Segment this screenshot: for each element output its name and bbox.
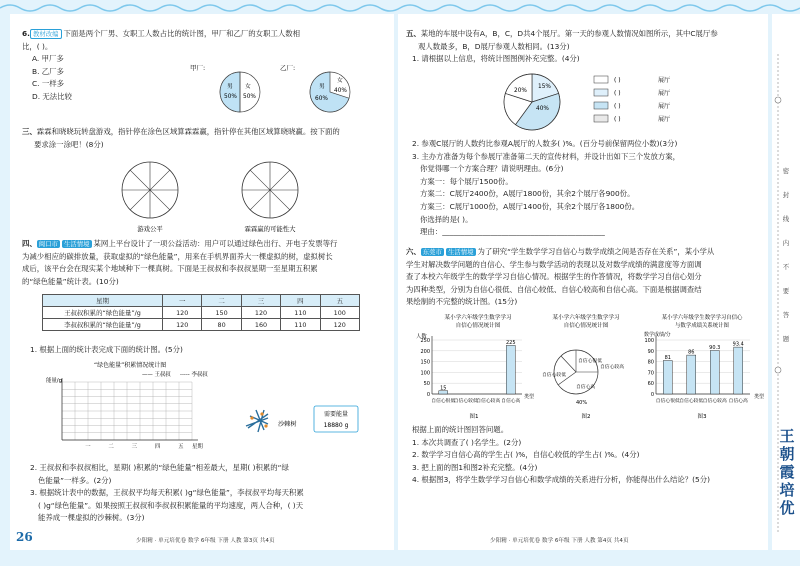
right-page: [398, 14, 768, 550]
brand-logo-char: 朝: [779, 445, 795, 463]
confidence-bar-chart: [414, 312, 534, 422]
page-number: 26: [16, 530, 33, 544]
sidebar-char: 内: [782, 239, 790, 247]
s4-sub2-line2: 色能量”一样多。(2分): [38, 475, 112, 485]
chart1-xtick: 自信心高: [501, 399, 521, 404]
s6-sub4: 4. 根据图3，将学生数学学习自信心和数学成绩的关系进行分析，你能得出什么结论？(5分): [412, 475, 711, 485]
chart3-bar: [734, 347, 743, 394]
chart3-xtick: 自信心较高: [702, 399, 727, 404]
chart1-ytick: 250: [420, 338, 430, 344]
table-header-row: [43, 295, 360, 307]
s5-line2: 观人数最多，B，D展厅参观人数相同。(13分): [418, 41, 570, 51]
table-cell: 80: [202, 319, 241, 331]
energy-xtick: 五: [178, 444, 184, 450]
chart1-xlabel: 类型: [524, 394, 534, 400]
brand-logo-char: 王: [779, 427, 795, 445]
section-4: [22, 238, 386, 288]
chart3-ylabel: 数学成绩/分: [644, 332, 671, 338]
chart3-xtick: 自信心高: [728, 399, 748, 404]
table-cell: 100: [320, 307, 359, 319]
q6-option-a[interactable]: A. 甲厂多: [32, 54, 64, 64]
table-cell: 110: [281, 319, 320, 331]
chart1-ytick: 150: [420, 359, 430, 366]
s4-sub2-line1: 2. 王叔叔和李叔叔相比，星期( )积累的“绿色能量”相差最大，星期( )积累的“绿: [30, 463, 289, 472]
confidence-score-bar-chart: [638, 312, 766, 422]
table-header: 二: [202, 295, 241, 307]
q6-line2: 比，( )。: [22, 41, 53, 51]
pie-pct-20: 20%: [514, 88, 527, 94]
energy-xlabel: 星期: [192, 444, 203, 450]
chart3-ytick: 0: [650, 392, 654, 398]
q6-tag: 教材改编: [30, 29, 62, 39]
q6-option-d[interactable]: D. 无法比较: [32, 91, 72, 101]
energy-xtick: 四: [154, 444, 161, 450]
legend-blank[interactable]: ( ): [614, 77, 621, 84]
energy-xtick: 一: [85, 444, 91, 450]
plan-1: 方案一：每个展厅1500份。: [420, 176, 513, 186]
energy-xtick: 二: [108, 444, 114, 450]
s4-line3: 成后，该平台会在现实某个地域种下一棵真树。下面是王叔叔和李叔叔星期一至星期五积累: [22, 264, 318, 274]
table-header: 三: [241, 295, 280, 307]
sea-buckthorn-illustration: [238, 398, 378, 448]
brand-logo-char: 培: [779, 481, 795, 499]
s6-line2: 学生对解决数学问题的自信心、学生参与数学活动的表现以及对数学成绩的满意度等方面调: [406, 259, 702, 269]
legend-wang: —— 王叔叔: [142, 372, 171, 378]
plan-choice-input[interactable]: 你选择的是( )。: [420, 214, 473, 224]
table-header: 星期: [43, 295, 163, 307]
s4-line1: 某网上平台设计了一项公益活动：用户可以通过绿色出行、开电子发票等行: [93, 239, 338, 248]
chart2-label: 自信心较低: [542, 373, 566, 378]
chart1-bar-high: [506, 345, 515, 394]
s6-tag-city: 东莞市: [422, 248, 442, 256]
table-cell: 150: [202, 307, 241, 319]
table-cell: 120: [163, 307, 202, 319]
section-6: [406, 246, 768, 309]
exhibition-pie-chart: [498, 70, 688, 136]
pie-a-male-pct: 50%: [224, 94, 237, 100]
chart3-bar: [663, 361, 672, 394]
spinner-fair-caption: 游戏公平: [137, 225, 163, 233]
chart3-value-label: 81: [664, 355, 671, 362]
chart3-xtick: 自信心较低: [679, 399, 704, 404]
energy-need-title: 需要能量: [323, 411, 349, 418]
chart2-label: 自信心很低: [578, 359, 602, 364]
s6-line5: 果绘制的不完整的统计图。(15分): [406, 297, 518, 307]
pie-b-label: 乙厂:: [280, 64, 296, 72]
s6-line4: 为四种类型，分别为自信心很低、自信心较低、自信心较高和自信心高。下面是根据调查结: [406, 284, 702, 294]
legend-blank[interactable]: ( ): [614, 90, 621, 97]
chart1-value-label: 15: [440, 385, 447, 392]
s4-tag-city: 闽口市: [38, 240, 58, 248]
chart3-bar: [710, 350, 719, 394]
s5-sub1: 1. 请根据以上信息，将统计图图例补充完整。(4分): [412, 54, 580, 64]
chart3-caption: 图3: [697, 414, 707, 420]
chart3-ytick: 70: [647, 370, 654, 377]
legend-suffix: 展厅: [658, 103, 671, 110]
plan-3: 方案三：C展厅1000份，A展厅1400份，其余2个展厅各1800份。: [420, 201, 640, 211]
pie-a-label: 甲厂:: [190, 64, 206, 72]
table-cell: 120: [163, 319, 202, 331]
right-footer: 少阳精 · 单元培优卷 数学 6年级 下册 人教 第4页 共4页: [490, 538, 629, 544]
chart3-title1: 某小学六年级学生数学学习自信心: [661, 315, 743, 321]
s4-sub2: [30, 462, 386, 525]
chart1-ytick: 200: [420, 348, 430, 355]
pie-a-male-slice: [220, 72, 240, 112]
table-cell: 120: [320, 319, 359, 331]
energy-chart-title: “绿色能量”积累情况统计图: [94, 362, 167, 369]
brand-logo-char: 优: [779, 499, 795, 517]
left-footer: 少阳精 · 单元培优卷 数学 6年级 下册 人教 第3页 共4页: [136, 538, 275, 544]
s3-number: 三、: [22, 127, 37, 136]
sidebar-char: 封: [782, 191, 790, 199]
chart2-pct: 40%: [576, 400, 588, 406]
s4-line4: 的“绿色能量”统计表。(10分): [22, 276, 119, 286]
q6-pie-charts: [180, 56, 380, 126]
s6-questions: [412, 424, 766, 487]
chart1-value-label: 225: [505, 339, 516, 346]
spinner-unfair-caption: 霖霖赢的可能性大: [244, 225, 296, 233]
green-energy-table: [42, 294, 360, 331]
legend-li: ----- 李叔叔: [180, 372, 208, 378]
table-cell: 160: [241, 319, 280, 331]
reason-label: 理由：: [420, 227, 443, 237]
left-page: [10, 14, 394, 550]
pie-a-female-label: 女: [245, 84, 251, 90]
table-row: [43, 307, 360, 319]
s5-sub2: 2. 参观C展厅的人数约比参观A展厅的人数多( )%。(百分号前保留两位小数)(3分): [412, 139, 678, 148]
s4-number: 四、: [22, 239, 37, 248]
table-cell: 120: [241, 307, 280, 319]
pie-a-male-label: 男: [227, 84, 233, 90]
s5-questions: [412, 138, 766, 239]
brand-logo-char: 霞: [779, 463, 795, 481]
chart2-caption: 图2: [581, 414, 591, 420]
q6-option-c[interactable]: C. 一样多: [32, 79, 65, 89]
sidebar-char: 密: [782, 167, 790, 175]
table-header: 四: [281, 295, 320, 307]
energy-xtick: 三: [131, 444, 138, 450]
chart3-bar: [687, 355, 696, 394]
q6-number: 6.: [22, 29, 30, 38]
binding-sidebar: [772, 14, 800, 550]
sidebar-char: 答: [782, 311, 790, 319]
section-3: [22, 126, 384, 151]
sidebar-char: 题: [782, 335, 790, 343]
chart1-xtick: 自信心较高: [476, 399, 501, 404]
chart3-value-label: 86: [688, 349, 695, 356]
chart1-ylabel: 人数: [416, 334, 427, 340]
tree-label: 沙棘树: [278, 421, 297, 428]
s4-sub3-line1: 3. 根据统计表中的数据，王叔叔平均每天积累( )g“绿色能量”，李叔叔平均每天积累: [30, 488, 304, 498]
chart3-xlabel: 类型: [754, 394, 765, 400]
chart1-caption: 图1: [469, 414, 479, 420]
pie-b-male-label: 男: [319, 84, 325, 90]
chart1-xtick: 自信心较低: [453, 399, 478, 404]
chart2-title2: 自信心情况统计图: [563, 323, 609, 329]
chart3-ytick: 90: [647, 348, 654, 355]
pie-a-female-pct: 50%: [243, 94, 256, 100]
spinner-fair[interactable]: [122, 162, 178, 218]
s5-line1: 某地的车展中设有A，B，C，D共4个展厅。第一天的参观人数情况如图所示，其中C展厅参: [420, 29, 718, 38]
sidebar-char: 要: [782, 287, 790, 295]
table-row: [43, 319, 360, 331]
s6-tag-context: 生活情境: [447, 248, 474, 256]
s6-number: 六、: [406, 247, 421, 256]
spinner-wheels: [110, 156, 330, 236]
chart3-xtick: 自信心很低: [655, 399, 680, 404]
chart3-title2: 与数学成绩关系统计图: [675, 323, 729, 329]
s6-after: 根据上面的统计图回答问题。: [412, 425, 509, 434]
chart1-title2: 自信心情况统计图: [455, 323, 501, 329]
chart1-ytick: 100: [420, 370, 430, 377]
energy-ylabel: 能量/g: [46, 378, 63, 384]
q6-option-b[interactable]: B. 乙厂多: [32, 66, 64, 76]
pie-b-female-pct: 40%: [334, 88, 347, 94]
plan-2: 方案二：C展厅2400份，A展厅1800份，其余2个展厅各900份。: [420, 189, 635, 199]
pie-pct-15: 15%: [538, 84, 551, 90]
s3-line2: 要求涂一涂吧！(8分): [34, 139, 104, 149]
chart3-value-label: 93.4: [732, 341, 744, 348]
chart2-label: 自信心较高: [600, 365, 624, 370]
energy-need-value: 18880 g: [323, 422, 349, 429]
table-header: 五: [320, 295, 359, 307]
s5-sub3-line1: 3. 主办方准备为每个参展厅准备第二天的宣传材料，并设计出如下三个发放方案，: [412, 151, 681, 161]
legend-blank[interactable]: ( ): [614, 103, 621, 110]
sidebar-char: 线: [782, 215, 790, 223]
energy-chart-grid[interactable]: [62, 378, 198, 440]
s4-sub1: 1. 根据上面的统计表完成下面的统计图。(5分): [30, 345, 183, 354]
spinner-unfair[interactable]: [242, 162, 298, 218]
s4-tag-context: 生活情境: [63, 240, 90, 248]
chart3-ytick: 80: [647, 359, 654, 366]
s6-sub2: 2. 数学学习自信心高的学生占( )%，自信心较低的学生占( )%。(4分): [412, 450, 640, 460]
s6-line3: 查了本校六年级学生的数学学习自信心情况。根据学生的作答情况，将数学学习自信心划分: [406, 272, 702, 282]
pie-b-female-label: 女: [337, 78, 343, 84]
pie-legend: [594, 76, 670, 123]
chart1-ytick: 50: [423, 381, 430, 388]
table-cell: 李叔叔积累的“绿色能量”/g: [43, 319, 163, 331]
reason-input[interactable]: ____________________________________________: [442, 227, 605, 237]
legend-suffix: 展厅: [658, 90, 671, 97]
legend-suffix: 展厅: [658, 116, 671, 123]
table-cell: 110: [281, 307, 320, 319]
table-cell: 王叔叔积累的“绿色能量”/g: [43, 307, 163, 319]
chart3-ytick: 60: [647, 381, 654, 388]
sidebar-char: 不: [782, 263, 790, 271]
q6-line1: 下面是两个厂男、女职工人数占比的统计图，甲厂和乙厂的女职工人数相: [63, 29, 301, 38]
s4-sub3-line3: 能养成一棵虚拟的沙棘树。(3分): [38, 513, 145, 523]
chart3-value-label: 90.3: [709, 344, 721, 351]
pie-pct-40: 40%: [536, 106, 549, 112]
chart1-xtick: 自信心很低: [431, 399, 456, 404]
chart3-ytick: 100: [644, 338, 654, 344]
pie-b-male-pct: 60%: [315, 96, 328, 102]
legend-suffix: 展厅: [658, 77, 671, 84]
confidence-pie-chart: [536, 312, 636, 422]
s6-sub1: 1. 本次共调查了( )名学生。(2分): [412, 437, 522, 447]
chart1-ytick: 0: [426, 392, 430, 398]
section-5: [406, 28, 764, 66]
top-wave-border: [0, 0, 800, 14]
legend-blank[interactable]: ( ): [614, 116, 621, 123]
s4-line2: 为减少相应的碳排放量，获取虚拟的“绿色能量”，用来在手机界面养大一棵虚拟的树，虚拟树长: [22, 251, 333, 261]
chart2-title1: 某小学六年级学生数学学习: [552, 315, 620, 321]
s4-sub3-line2: ( )g“绿色能量”。如果按照王叔叔和李叔叔积累能量的平均速度，两人合种，( )天: [38, 500, 304, 510]
s5-number: 五、: [406, 29, 421, 38]
energy-line-chart-blank: [42, 360, 222, 450]
chart2-label: 自信心高: [576, 385, 596, 390]
sea-buckthorn-tree-icon: [246, 410, 268, 432]
s5-sub3-line2: 你觉得哪一个方案合理？请说明理由。(6分): [420, 164, 564, 174]
s6-sub3: 3. 把上面的图1和图2补充完整。(4分): [412, 462, 538, 472]
s3-line1: 霖霖和晓晓玩转盘游戏，指针停在涂色区域算霖霖赢，指针停在其他区域算晓晓赢。按下面的: [36, 127, 340, 136]
s6-line1: 为了研究“学生数学学习自信心与数学成绩之间是否存在关系”，某小学从: [477, 247, 715, 256]
table-header: 一: [163, 295, 202, 307]
chart1-title1: 某小学六年级学生数学学习: [444, 315, 512, 321]
